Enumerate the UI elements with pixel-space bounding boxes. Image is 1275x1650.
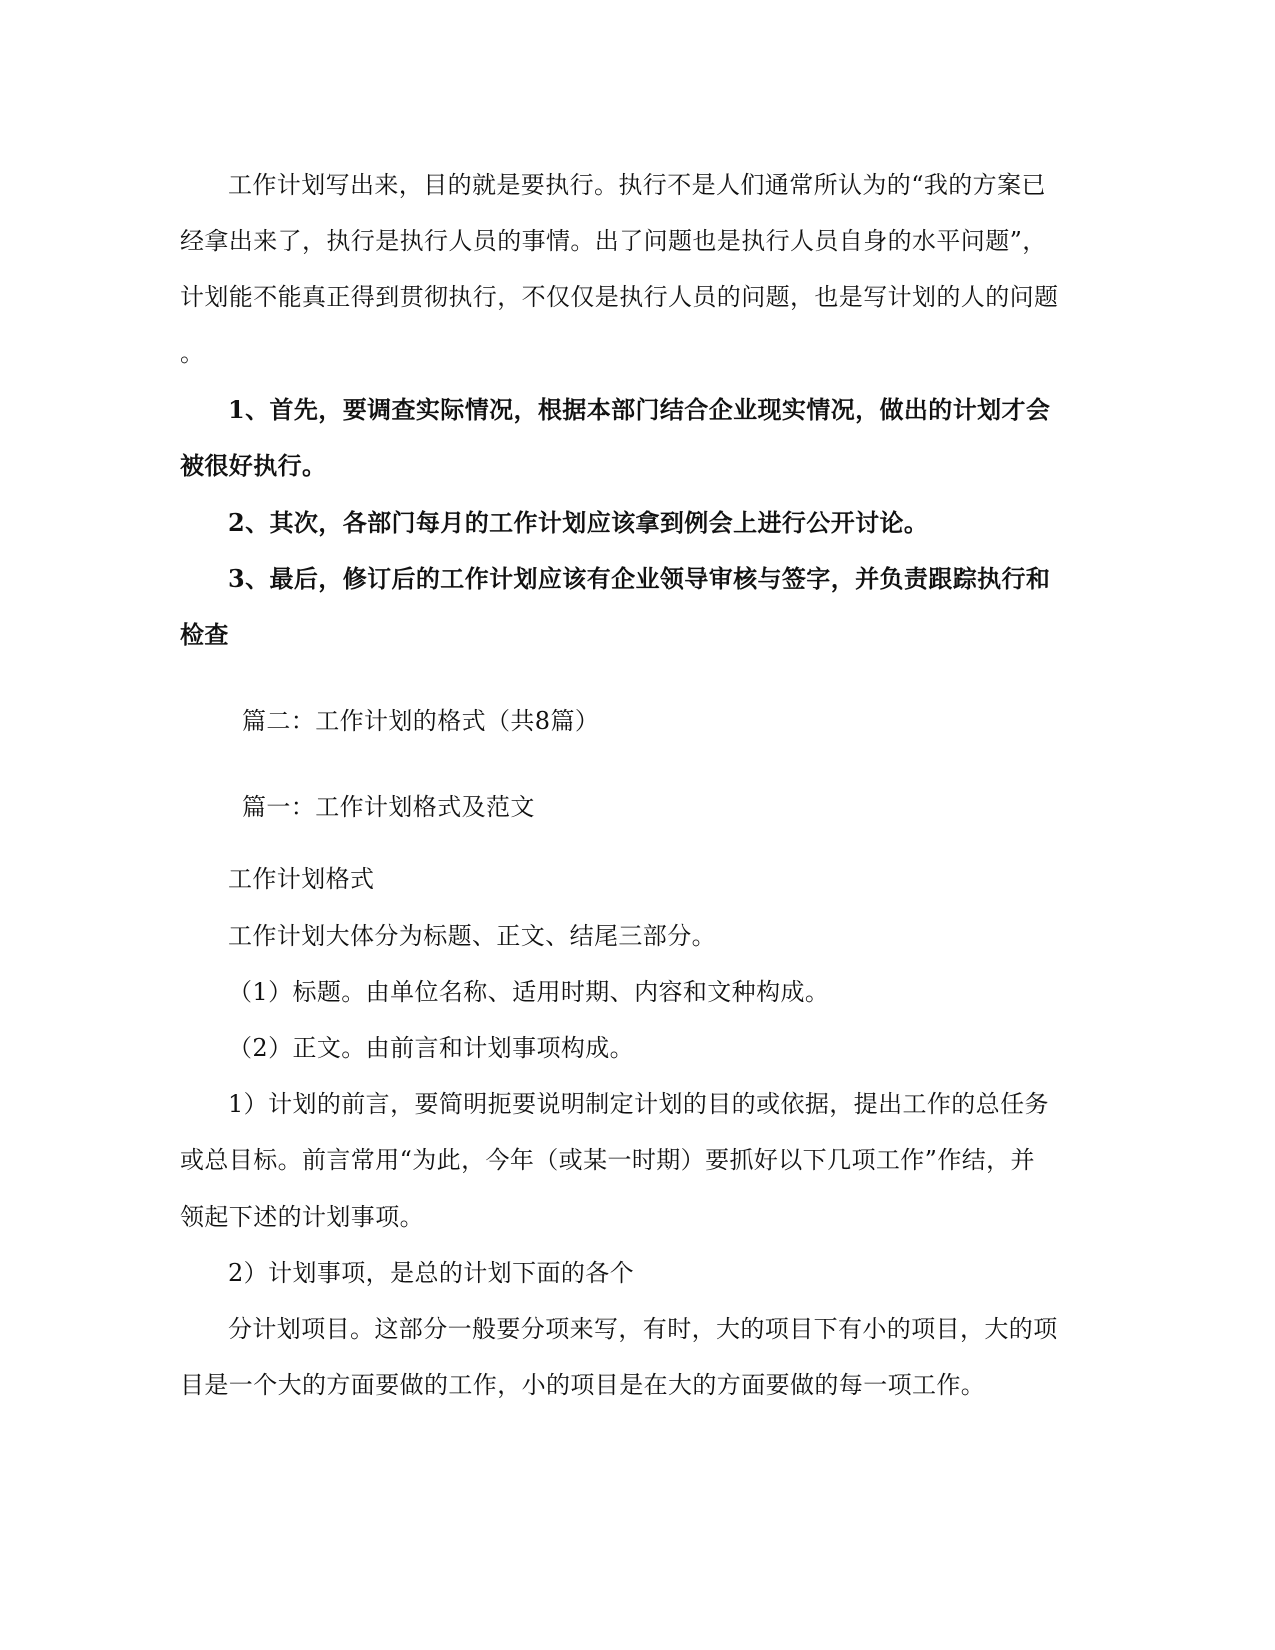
point-3-line-1: 3、最后，修订后的工作计划应该有企业领导审核与签字，并负责跟踪执行和 xyxy=(228,564,1051,593)
preface-line-2: 或总目标。前言常用“为此，今年（或某一时期）要抓好以下几项工作”作结，并 xyxy=(180,1146,1035,1174)
format-parts: 工作计划大体分为标题、正文、结尾三部分。 xyxy=(228,922,716,950)
point-3-line-2: 检查 xyxy=(180,620,229,649)
intro-line-3: 计划能不能真正得到贯彻执行，不仅仅是执行人员的问题，也是写计划的人的问题 xyxy=(180,283,1059,311)
format-title: 工作计划格式 xyxy=(228,865,375,893)
point-1-line-1: 1、首先，要调查实际情况，根据本部门结合企业现实情况，做出的计划才会 xyxy=(228,395,1051,424)
items-line-3: 目是一个大的方面要做的工作，小的项目是在大的方面要做的每一项工作。 xyxy=(180,1371,986,1399)
item-title: （1）标题。由单位名称、适用时期、内容和文种构成。 xyxy=(228,978,830,1006)
item-body: （2）正文。由前言和计划事项构成。 xyxy=(228,1034,635,1062)
intro-line-1: 工作计划写出来，目的就是要执行。执行不是人们通常所认为的“我的方案已 xyxy=(228,171,1046,199)
items-line-1: 2）计划事项，是总的计划下面的各个 xyxy=(228,1259,635,1287)
intro-line-2: 经拿出来了，执行是执行人员的事情。出了问题也是执行人员自身的水平问题”， xyxy=(180,227,1047,255)
preface-line-3: 领起下述的计划事项。 xyxy=(180,1203,424,1231)
items-line-2: 分计划项目。这部分一般要分项来写，有时，大的项目下有小的项目，大的项 xyxy=(228,1315,1058,1343)
point-2-line-1: 2、其次，各部门每月的工作计划应该拿到例会上进行公开讨论。 xyxy=(228,508,929,537)
point-1-line-2: 被很好执行。 xyxy=(180,451,327,480)
section-2-heading: 篇二：工作计划的格式（共8篇） xyxy=(242,707,600,735)
section-1-heading: 篇一：工作计划格式及范文 xyxy=(242,793,535,821)
preface-line-1: 1）计划的前言，要简明扼要说明制定计划的目的或依据，提出工作的总任务 xyxy=(228,1090,1049,1118)
intro-line-4: 。 xyxy=(180,339,205,367)
